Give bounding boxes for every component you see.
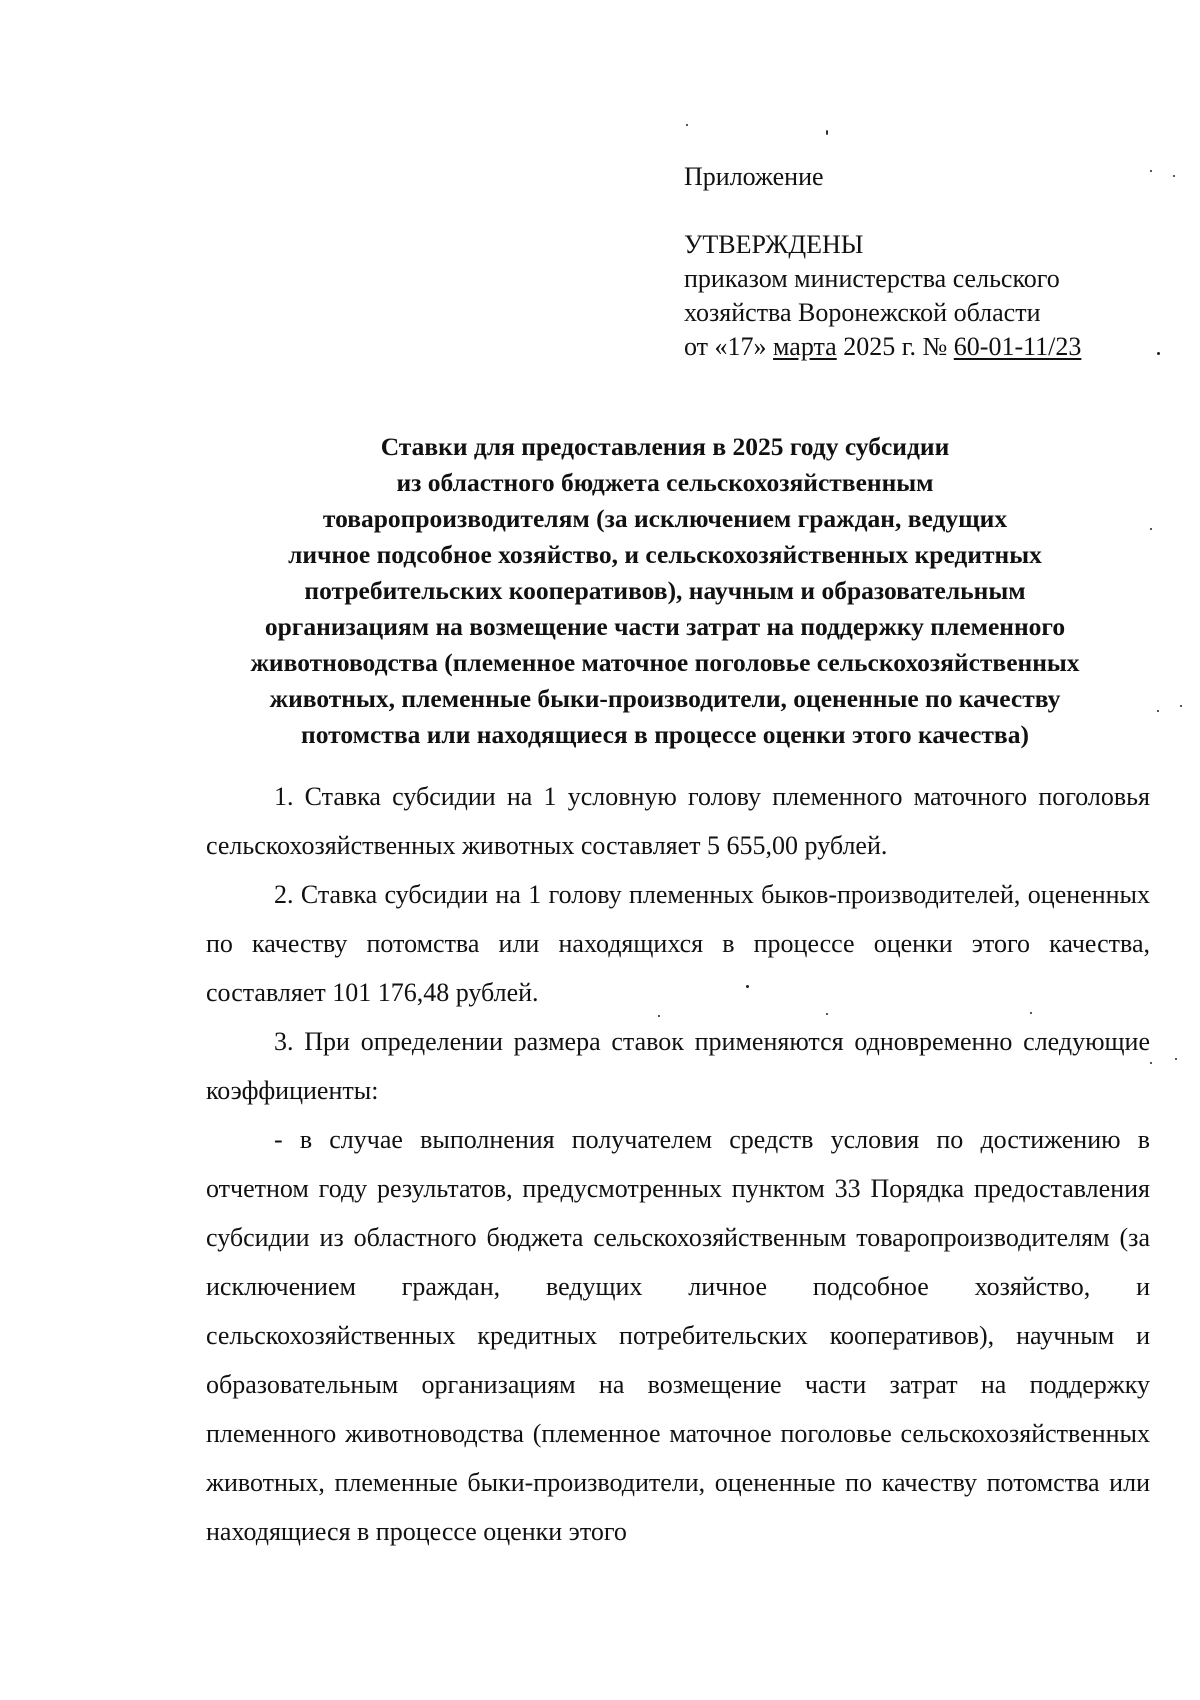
scan-speck: [1173, 175, 1175, 177]
title-line: личное подсобное хозяйство, и сельскохозяйственных кредитных: [288, 540, 1042, 569]
scan-speck: [1150, 528, 1152, 530]
order-number: 60-01-11/23: [953, 332, 1082, 361]
date-month: марта: [773, 332, 837, 361]
title-line: животноводства (племенное маточное поголовье сельскохозяйственных: [250, 648, 1080, 677]
date-year: 2025 г. №: [836, 332, 954, 361]
scan-speck: [686, 124, 688, 126]
approval-block: [684, 160, 1154, 364]
paragraph-2: 2. Ставка субсидии на 1 голову племенных быков-производителей, оцененных по качеству потомства или находящихся в процессе оценки этого качества, составляет 101 176,48 рублей.: [206, 880, 1150, 1007]
title-line: товаропроизводителям (за исключением граждан, ведущих: [322, 504, 1008, 533]
title-line: животных, племенные быки-производители, оцененные по качеству: [269, 684, 1061, 713]
approved-label: УТВЕРЖДЕНЫ: [684, 230, 864, 259]
scan-speck: [1150, 1062, 1152, 1064]
appendix-label: Приложение: [684, 162, 824, 191]
scan-speck: [1157, 710, 1159, 712]
paragraph-3: 3. При определении размера ставок применяются одновременно следующие коэффициенты:: [206, 1027, 1150, 1105]
title-line: организациям на возмещение части затрат на поддержку племенного: [264, 612, 1066, 641]
paragraph-4: - в случае выполнения получателем средств условия по достижению в отчетном году результатов, предусмотренных пунктом 33 Порядка предоставления субсидии из областного бюджета сельскохозяйственным товаропроизводителям (за исключением граждан, ведущих личное подсобное хозяйство, и сельскохозяйственных кредитных потребительских кооперативов), научным и образовательным организациям на возмещение части затрат на поддержку племенного животноводства (племенное маточное поголовье сельскохозяйственных животных, племенные быки-производители, оцененные по качеству потомства или находящиеся в процессе оценки этого: [206, 1125, 1150, 1546]
title-line: из областного бюджета сельскохозяйственным: [396, 468, 934, 497]
order-date-line: [684, 330, 1154, 364]
title-line: потребительских кооперативов), научным и образовательным: [304, 576, 1026, 605]
title-line: Ставки для предоставления в 2025 году субсидии: [380, 432, 950, 461]
scan-speck: [1175, 1058, 1177, 1060]
title-line: потомства или находящиеся в процессе оценки этого качества): [301, 720, 1029, 749]
paragraph-1: 1. Ставка субсидии на 1 условную голову племенного маточного поголовья сельскохозяйственных животных составляет 5 655,00 рублей.: [206, 782, 1150, 860]
document-body: [206, 772, 1150, 1556]
document-title: [200, 429, 1130, 753]
order-line-1: приказом министерства сельского: [684, 264, 1060, 293]
scan-speck: [1180, 705, 1182, 707]
scan-speck: [826, 130, 828, 135]
date-prefix: от «17»: [684, 332, 774, 361]
scan-speck: [1157, 352, 1160, 355]
order-line-2: хозяйства Воронежской области: [684, 298, 1041, 327]
